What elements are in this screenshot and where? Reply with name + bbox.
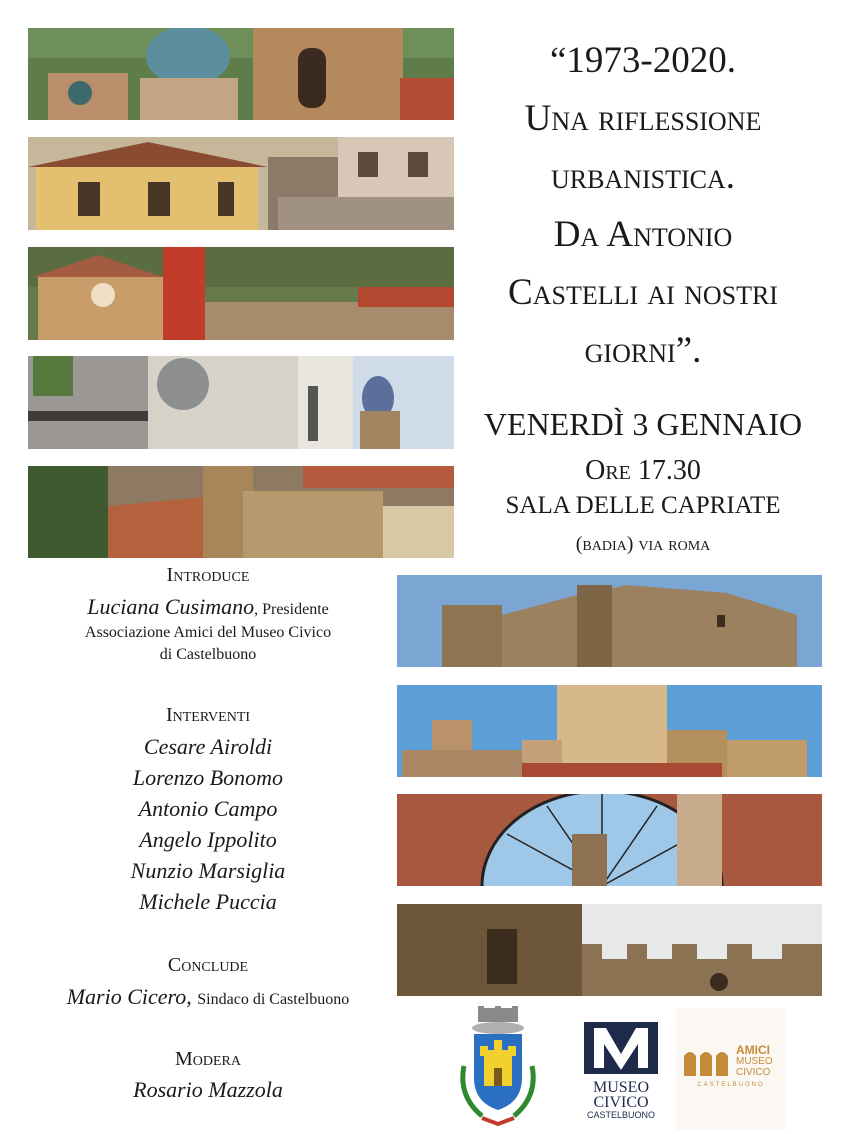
introduce-org-line1: Associazione Amici del Museo Civico <box>84 624 332 641</box>
title-line: Castelli ai nostri <box>508 272 778 313</box>
title-line: Da Antonio <box>553 214 733 255</box>
speaker-name: Nunzio Marsiglia <box>130 858 286 883</box>
amici-museo-civico-logo <box>676 1008 786 1130</box>
amici-line4: CASTELBUONO <box>697 1082 765 1088</box>
event-title <box>468 32 818 380</box>
photo-strip-arch-window <box>397 794 822 886</box>
modera-heading: Modera <box>174 1048 241 1070</box>
title-line: urbanistica. <box>550 156 736 197</box>
introduce-name: Luciana Cusimano <box>87 594 255 619</box>
amici-line2: MUSEO <box>736 1056 773 1067</box>
introduce-org-line2: di Castelbuono <box>159 646 257 663</box>
photo-strip-battlements <box>397 904 822 996</box>
photo-strip-balcony-dome <box>28 356 454 449</box>
speaker-name: Cesare Airoldi <box>143 734 273 759</box>
speaker-name: Angelo Ippolito <box>139 827 277 852</box>
event-venue: SALA DELLE CAPRIATE <box>505 492 781 519</box>
speaker-name: Michele Puccia <box>139 889 277 914</box>
speaker-name: Antonio Campo <box>138 796 278 821</box>
modera-name: Rosario Mazzola <box>133 1077 283 1102</box>
museo-civico-m-icon <box>584 1022 658 1074</box>
event-date: VENERDÌ 3 GENNAIO <box>483 406 803 442</box>
speaker-name: Lorenzo Bonomo <box>132 765 284 790</box>
amici-line3: CIVICO <box>736 1067 771 1078</box>
museo-line3: CASTELBUONO <box>586 1110 655 1120</box>
photo-strip-yellow-building <box>28 137 454 230</box>
photo-strip-church-tower <box>397 685 822 777</box>
introduce-speaker <box>28 594 388 620</box>
title-line: Una riflessione <box>524 98 762 139</box>
conclude-heading: Conclude <box>167 954 249 976</box>
introduce-role: , Presidente <box>254 601 329 618</box>
title-line: “1973-2020. <box>550 40 736 81</box>
photo-strip-rooftops-castle <box>28 466 454 558</box>
photo-strip-castle-sky <box>397 575 822 667</box>
title-line: giorni”. <box>584 330 702 371</box>
museo-line2: CIVICO <box>593 1094 649 1111</box>
photo-strip-dome-bell-tower <box>28 28 454 120</box>
event-time: Ore 17.30 <box>585 455 701 486</box>
amici-line1: AMICI <box>736 1043 770 1057</box>
conclude-speaker <box>28 984 388 1010</box>
castelbuono-coat-of-arms-icon <box>452 1006 544 1130</box>
introduce-heading: Introduce <box>166 564 250 586</box>
conclude-role: Sindaco di Castelbuono <box>197 991 350 1008</box>
conclude-name: Mario Cicero, <box>66 984 192 1009</box>
museo-line1: MUSEO <box>592 1079 649 1096</box>
museo-civico-logo <box>584 1022 658 1120</box>
event-venue-detail: (badia) via roma <box>575 533 711 555</box>
photo-strip-red-tower <box>28 247 454 340</box>
amici-arches-icon <box>682 1046 734 1076</box>
interventi-heading: Interventi <box>165 704 251 726</box>
